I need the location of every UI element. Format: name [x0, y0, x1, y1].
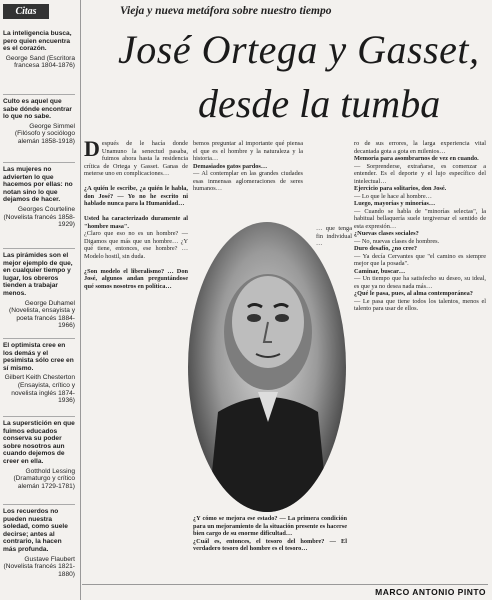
article-column-3 — [354, 140, 486, 585]
col3-body-3: — Cuando se habla de "minorías selectas", la habitual bellaquería suele tergiversar el sentido de esta expresión… — [354, 207, 486, 230]
col3-top-text: ro de sus errores, la larga experiencia vital decantada gota a gota en milenios… — [354, 140, 486, 155]
col3-subhead-2: Ejercicio para solitarios, don José. — [354, 185, 447, 192]
col1-body: ¿Claro que eso no es un hombre? — Digamos que más que un hombre… ¿Y qué tiene, entonces, ese hombre? … Modelo hostil, sin duda. — [84, 230, 188, 260]
quote-source: George Duhamel (Novelista, ensayista y poeta francés 1884-1966) — [9, 299, 75, 330]
quotes-sidebar — [0, 0, 81, 600]
col3-body-2: — Lo que le hace al hombre… — [354, 192, 432, 200]
col1-subhead: Usted ha caracterizado duramente al "hombre masa". — [84, 215, 188, 230]
article-column-2-top — [193, 140, 303, 220]
col2-foot: ¿Cuál es, entonces, el tesoro del hombre? — El verdadero tesoro del hombre es el tesoro… — [193, 537, 347, 552]
col3-subhead-6: Caminar, buscar… — [354, 267, 406, 275]
quote-1 — [3, 30, 75, 70]
quote-divider — [3, 162, 75, 163]
col1-foot: ¿Son modelo el liberalismo? … Don José, algunos andan preguntándose qué somos nosotros en política… — [84, 267, 188, 290]
kicker: Vieja y nueva metáfora sobre nuestro tiempo — [120, 5, 332, 17]
quote-text: La inteligencia busca, pero quien encuentra es el corazón. — [3, 30, 72, 53]
quote-7 — [3, 508, 75, 578]
quote-source: Georges Courteline (Novelista francés 1858-1929) — [3, 205, 75, 229]
quote-2 — [3, 98, 75, 146]
headline-line-2: desde la tumba — [198, 81, 441, 126]
byline: MARCO ANTONIO PINTO — [375, 587, 486, 597]
quote-divider — [3, 416, 75, 417]
article-column-2-wrap — [316, 225, 352, 315]
quote-text: Los recuerdos no pueden nuestra soledad, como suele decirse; antes al contrario, la hacen más profunda. — [3, 508, 68, 553]
quote-text: Las mujeres no advierten lo que hacemos por ellas: no notan sino lo que dejamos de hacer. — [3, 166, 73, 204]
quote-source: Gilbert Keith Chesterton (Ensayista, crítico y novelista inglés 1874-1936) — [4, 374, 75, 405]
bottom-rule — [82, 584, 488, 585]
col3-subhead-4: ¿Nuevas clases sociales? — [354, 230, 419, 237]
quote-6 — [3, 420, 75, 490]
col3-subhead-5: Duro desafío, ¿no cree? — [354, 245, 418, 252]
quote-source: George Sand (Escritora francesa 1804-1876) — [5, 54, 75, 70]
article-column-1 — [84, 140, 188, 580]
article-column-2-bottom — [193, 515, 347, 587]
col2-question: ¿Y cómo se mejora ese estado? — La primera condición para un mejoramiento de la situación presente es hacerse bien cargo de su enorme dificultad… — [193, 515, 347, 537]
quote-text: La superstición en que fuimos educados conserva su poder sobre nosotros aun cuando dejemos de creer en ella. — [3, 420, 75, 465]
col3-body-6: — Un tiempo que ha satisfecho su deseo, su ideal, es que ya no desea nada más… — [354, 275, 486, 290]
col2-subhead: Demasiados gatos pardos… — [193, 162, 268, 170]
quote-source: Gustave Flaubert (Novelista francés 1821-1880) — [3, 555, 75, 578]
quote-source: Gotthold Lessing (Dramaturgo y crítico alemán 1729-1781) — [13, 467, 75, 490]
col2-top-text: bemos preguntar al importante qué piensa el que es el hombre y la naturaleza y la historia… — [193, 140, 303, 162]
headline-line-1: José Ortega y Gasset, — [118, 27, 480, 72]
col3-foot: — Le pasa que tiene todos los talentos, menos el talento para usar de ellos. — [354, 297, 486, 312]
quote-text: Culto es aquel que sabe dónde encontrar lo que no sabe. — [3, 98, 72, 121]
col1-question: ¿A quién le escribe, ¿a quién le habla, don José? — Yo no he escrito ni hablado nunca para la Humanidad… — [84, 185, 188, 207]
col2-wrap-text: … que tenga fin individual … — [316, 225, 352, 247]
quote-divider — [3, 248, 75, 249]
col3-subhead-3: Luego, mayorías y minorías… — [354, 200, 436, 207]
col3-body-4: — No, nuevas clases de hombres. — [354, 237, 440, 245]
col2-body: — Al contemplar en las grandes ciudades esas inmensas aglomeraciones de seres humanos… — [193, 170, 303, 192]
col1-top-text: espués de le hacía donde Unamuno la senectud pasaba, fuimos ahora hasta la residencia crítica de Ortega y Gasset. Ganas de meterse uno en complicaciones… — [84, 140, 188, 177]
quote-divider — [3, 504, 75, 505]
quote-divider — [3, 94, 75, 95]
col3-body-1: — Sorprenderse, extrañarse, es comenzar a entender. Es el deporte y el lujo específico del intelectual… — [354, 162, 486, 185]
col3-subhead-7: ¿Qué le pasa, pues, al alma contemporánea? — [354, 290, 473, 297]
col3-subhead-1: Memoria para asombrarnos de vez en cuando. — [354, 155, 479, 162]
drop-cap: D — [84, 140, 100, 161]
quote-text: El optimista cree en los demás y el pesimista sólo cree en sí mismo. — [3, 342, 74, 372]
col3-body-5: — Ya decía Cervantes que "el camino es siempre mejor que la posada". — [354, 252, 486, 267]
quote-3 — [3, 166, 75, 229]
quote-5 — [3, 342, 75, 405]
quote-divider — [3, 338, 75, 339]
quote-4 — [3, 252, 75, 330]
quote-text: Las pirámides son el mejor ejemplo de que, en cualquier tiempo y lugar, los obreros tienden a trabajar menos. — [3, 252, 73, 297]
section-logo: Citas — [3, 4, 49, 19]
quote-source: George Simmel (Filósofo y sociólogo alemán 1858-1918) — [14, 122, 75, 145]
